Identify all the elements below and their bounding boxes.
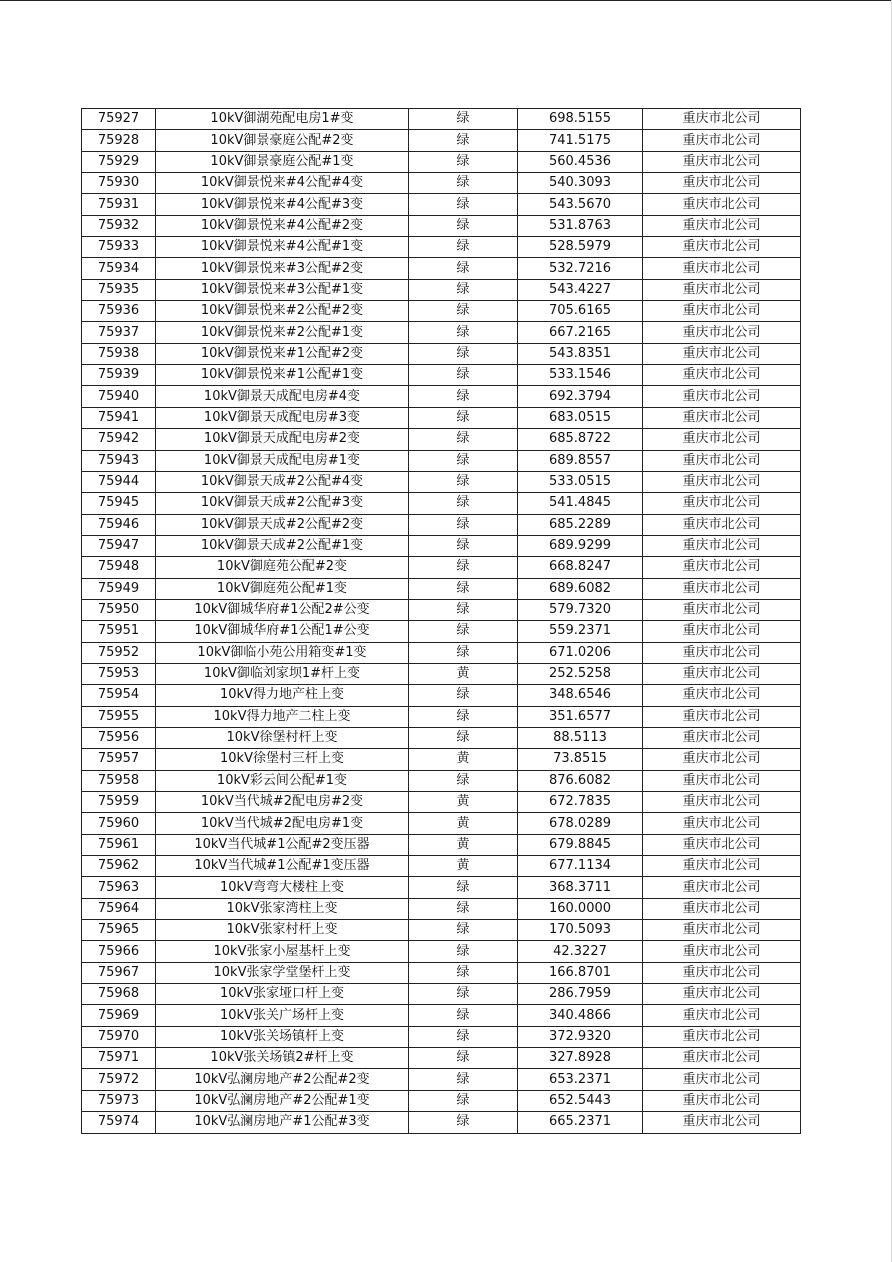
cell-status: 绿	[409, 130, 518, 151]
cell-id: 75973	[82, 1090, 156, 1111]
cell-status: 绿	[409, 920, 518, 941]
cell-status: 绿	[409, 557, 518, 578]
table-row	[82, 471, 801, 492]
table-row	[82, 962, 801, 983]
table-row	[82, 535, 801, 556]
cell-org: 重庆市北公司	[643, 770, 801, 791]
cell-status: 绿	[409, 493, 518, 514]
cell-id: 75971	[82, 1048, 156, 1069]
cell-status: 绿	[409, 984, 518, 1005]
table-row	[82, 920, 801, 941]
cell-name: 10kV御庭苑公配#1变	[156, 578, 409, 599]
transformer-table	[81, 108, 801, 1134]
cell-status: 绿	[409, 1005, 518, 1026]
cell-value: 528.5979	[518, 237, 643, 258]
cell-id: 75958	[82, 770, 156, 791]
cell-id: 75949	[82, 578, 156, 599]
cell-org: 重庆市北公司	[643, 237, 801, 258]
cell-status: 绿	[409, 173, 518, 194]
cell-value: 671.0206	[518, 642, 643, 663]
cell-value: 667.2165	[518, 322, 643, 343]
cell-status: 绿	[409, 685, 518, 706]
table-row	[82, 343, 801, 364]
cell-value: 689.8557	[518, 450, 643, 471]
cell-id: 75947	[82, 535, 156, 556]
cell-status: 绿	[409, 578, 518, 599]
cell-value: 689.6082	[518, 578, 643, 599]
cell-status: 绿	[409, 471, 518, 492]
cell-name: 10kV御景天成#2公配#3变	[156, 493, 409, 514]
cell-org: 重庆市北公司	[643, 813, 801, 834]
cell-org: 重庆市北公司	[643, 514, 801, 535]
cell-value: 540.3093	[518, 173, 643, 194]
table-row	[82, 984, 801, 1005]
cell-status: 绿	[409, 706, 518, 727]
cell-value: 286.7959	[518, 984, 643, 1005]
cell-name: 10kV御湖苑配电房1#变	[156, 109, 409, 130]
cell-org: 重庆市北公司	[643, 1090, 801, 1111]
cell-id: 75934	[82, 258, 156, 279]
cell-status: 绿	[409, 237, 518, 258]
cell-name: 10kV御庭苑公配#2变	[156, 557, 409, 578]
cell-name: 10kV御景天成#2公配#1变	[156, 535, 409, 556]
cell-value: 368.3711	[518, 877, 643, 898]
table-row	[82, 109, 801, 130]
cell-name: 10kV御景悦来#3公配#2变	[156, 258, 409, 279]
cell-org: 重庆市北公司	[643, 877, 801, 898]
cell-name: 10kV弘澜房地产#2公配#1变	[156, 1090, 409, 1111]
table-row	[82, 557, 801, 578]
cell-status: 绿	[409, 343, 518, 364]
cell-id: 75932	[82, 215, 156, 236]
cell-status: 绿	[409, 279, 518, 300]
cell-status: 绿	[409, 1090, 518, 1111]
cell-org: 重庆市北公司	[643, 557, 801, 578]
cell-name: 10kV张家小屋基杆上变	[156, 941, 409, 962]
cell-name: 10kV张家村杆上变	[156, 920, 409, 941]
cell-value: 560.4536	[518, 151, 643, 172]
cell-name: 10kV御景天成配电房#2变	[156, 429, 409, 450]
cell-org: 重庆市北公司	[643, 792, 801, 813]
cell-name: 10kV当代城#2配电房#2变	[156, 792, 409, 813]
cell-org: 重庆市北公司	[643, 151, 801, 172]
cell-name: 10kV弘澜房地产#2公配#2变	[156, 1069, 409, 1090]
cell-org: 重庆市北公司	[643, 727, 801, 748]
cell-id: 75963	[82, 877, 156, 898]
cell-value: 685.2289	[518, 514, 643, 535]
cell-id: 75951	[82, 621, 156, 642]
cell-org: 重庆市北公司	[643, 1005, 801, 1026]
cell-status: 绿	[409, 450, 518, 471]
cell-id: 75956	[82, 727, 156, 748]
cell-name: 10kV弯弯大楼柱上变	[156, 877, 409, 898]
cell-status: 绿	[409, 194, 518, 215]
cell-id: 75944	[82, 471, 156, 492]
table-row	[82, 151, 801, 172]
cell-org: 重庆市北公司	[643, 920, 801, 941]
cell-id: 75929	[82, 151, 156, 172]
cell-org: 重庆市北公司	[643, 493, 801, 514]
cell-status: 绿	[409, 322, 518, 343]
cell-value: 88.5113	[518, 727, 643, 748]
cell-status: 绿	[409, 365, 518, 386]
table-row	[82, 578, 801, 599]
cell-org: 重庆市北公司	[643, 599, 801, 620]
cell-name: 10kV御景悦来#1公配#2变	[156, 343, 409, 364]
table-row	[82, 685, 801, 706]
cell-value: 683.0515	[518, 407, 643, 428]
cell-status: 绿	[409, 621, 518, 642]
cell-org: 重庆市北公司	[643, 898, 801, 919]
cell-id: 75959	[82, 792, 156, 813]
cell-value: 348.6546	[518, 685, 643, 706]
transformer-table-body	[82, 109, 801, 1134]
cell-value: 579.7320	[518, 599, 643, 620]
cell-status: 绿	[409, 898, 518, 919]
table-row	[82, 621, 801, 642]
cell-status: 绿	[409, 770, 518, 791]
cell-value: 351.6577	[518, 706, 643, 727]
cell-org: 重庆市北公司	[643, 941, 801, 962]
cell-status: 绿	[409, 1026, 518, 1047]
cell-status: 绿	[409, 429, 518, 450]
cell-name: 10kV弘澜房地产#1公配#3变	[156, 1112, 409, 1133]
table-row	[82, 322, 801, 343]
table-row	[82, 237, 801, 258]
cell-id: 75943	[82, 450, 156, 471]
cell-id: 75970	[82, 1026, 156, 1047]
cell-name: 10kV御景悦来#2公配#2变	[156, 301, 409, 322]
cell-org: 重庆市北公司	[643, 429, 801, 450]
table-row	[82, 365, 801, 386]
cell-org: 重庆市北公司	[643, 685, 801, 706]
cell-status: 绿	[409, 215, 518, 236]
table-row	[82, 279, 801, 300]
cell-id: 75954	[82, 685, 156, 706]
cell-value: 692.3794	[518, 386, 643, 407]
cell-name: 10kV徐堡村杆上变	[156, 727, 409, 748]
cell-value: 668.8247	[518, 557, 643, 578]
cell-value: 741.5175	[518, 130, 643, 151]
cell-id: 75931	[82, 194, 156, 215]
cell-id: 75961	[82, 834, 156, 855]
cell-name: 10kV御景悦来#1公配#1变	[156, 365, 409, 386]
cell-value: 678.0289	[518, 813, 643, 834]
cell-id: 75967	[82, 962, 156, 983]
cell-name: 10kV彩云间公配#1变	[156, 770, 409, 791]
table-row	[82, 258, 801, 279]
cell-id: 75962	[82, 856, 156, 877]
table-row	[82, 386, 801, 407]
cell-value: 160.0000	[518, 898, 643, 919]
table-row	[82, 706, 801, 727]
cell-id: 75972	[82, 1069, 156, 1090]
table-row	[82, 1112, 801, 1133]
cell-org: 重庆市北公司	[643, 386, 801, 407]
cell-org: 重庆市北公司	[643, 578, 801, 599]
cell-id: 75953	[82, 663, 156, 684]
table-row	[82, 194, 801, 215]
cell-org: 重庆市北公司	[643, 471, 801, 492]
cell-org: 重庆市北公司	[643, 279, 801, 300]
cell-name: 10kV张家学堂堡杆上变	[156, 962, 409, 983]
cell-org: 重庆市北公司	[643, 535, 801, 556]
cell-org: 重庆市北公司	[643, 450, 801, 471]
cell-org: 重庆市北公司	[643, 301, 801, 322]
cell-org: 重庆市北公司	[643, 834, 801, 855]
cell-id: 75952	[82, 642, 156, 663]
cell-value: 533.1546	[518, 365, 643, 386]
cell-id: 75957	[82, 749, 156, 770]
cell-id: 75946	[82, 514, 156, 535]
table-row	[82, 173, 801, 194]
table-row	[82, 834, 801, 855]
cell-name: 10kV御景悦来#4公配#1变	[156, 237, 409, 258]
cell-id: 75939	[82, 365, 156, 386]
cell-id: 75948	[82, 557, 156, 578]
cell-name: 10kV御景豪庭公配#1变	[156, 151, 409, 172]
cell-org: 重庆市北公司	[643, 749, 801, 770]
cell-value: 679.8845	[518, 834, 643, 855]
cell-name: 10kV张家湾柱上变	[156, 898, 409, 919]
cell-org: 重庆市北公司	[643, 1026, 801, 1047]
table-row	[82, 877, 801, 898]
page-top-border	[0, 0, 892, 1]
cell-value: 543.8351	[518, 343, 643, 364]
cell-status: 绿	[409, 877, 518, 898]
cell-org: 重庆市北公司	[643, 962, 801, 983]
cell-name: 10kV御景天成配电房#1变	[156, 450, 409, 471]
cell-id: 75955	[82, 706, 156, 727]
cell-id: 75965	[82, 920, 156, 941]
cell-name: 10kV御景天成配电房#4变	[156, 386, 409, 407]
cell-id: 75935	[82, 279, 156, 300]
cell-value: 531.8763	[518, 215, 643, 236]
cell-value: 652.5443	[518, 1090, 643, 1111]
cell-status: 绿	[409, 151, 518, 172]
cell-org: 重庆市北公司	[643, 258, 801, 279]
cell-id: 75940	[82, 386, 156, 407]
table-row	[82, 770, 801, 791]
cell-status: 绿	[409, 1048, 518, 1069]
table-row	[82, 1090, 801, 1111]
cell-value: 252.5258	[518, 663, 643, 684]
table-row	[82, 493, 801, 514]
table-row	[82, 407, 801, 428]
cell-status: 黄	[409, 749, 518, 770]
cell-value: 677.1134	[518, 856, 643, 877]
cell-id: 75927	[82, 109, 156, 130]
cell-name: 10kV当代城#1公配#2变压器	[156, 834, 409, 855]
cell-org: 重庆市北公司	[643, 642, 801, 663]
cell-name: 10kV徐堡村三杆上变	[156, 749, 409, 770]
table-row	[82, 898, 801, 919]
cell-value: 665.2371	[518, 1112, 643, 1133]
table-row	[82, 130, 801, 151]
cell-status: 绿	[409, 535, 518, 556]
cell-status: 黄	[409, 792, 518, 813]
cell-status: 绿	[409, 962, 518, 983]
table-row	[82, 1026, 801, 1047]
cell-value: 541.4845	[518, 493, 643, 514]
table-row	[82, 301, 801, 322]
cell-status: 绿	[409, 941, 518, 962]
cell-status: 绿	[409, 1069, 518, 1090]
cell-value: 533.0515	[518, 471, 643, 492]
cell-name: 10kV张关场镇杆上变	[156, 1026, 409, 1047]
cell-status: 绿	[409, 301, 518, 322]
table-row	[82, 1048, 801, 1069]
cell-id: 75968	[82, 984, 156, 1005]
cell-status: 绿	[409, 599, 518, 620]
cell-status: 绿	[409, 642, 518, 663]
cell-org: 重庆市北公司	[643, 365, 801, 386]
cell-status: 绿	[409, 407, 518, 428]
cell-id: 75930	[82, 173, 156, 194]
cell-id: 75945	[82, 493, 156, 514]
cell-id: 75969	[82, 1005, 156, 1026]
cell-org: 重庆市北公司	[643, 1048, 801, 1069]
cell-name: 10kV张家垭口杆上变	[156, 984, 409, 1005]
cell-value: 372.9320	[518, 1026, 643, 1047]
cell-status: 绿	[409, 1112, 518, 1133]
cell-value: 170.5093	[518, 920, 643, 941]
cell-id: 75942	[82, 429, 156, 450]
cell-value: 73.8515	[518, 749, 643, 770]
cell-id: 75941	[82, 407, 156, 428]
cell-value: 685.8722	[518, 429, 643, 450]
cell-name: 10kV御景天成#2公配#2变	[156, 514, 409, 535]
cell-name: 10kV御景悦来#3公配#1变	[156, 279, 409, 300]
table-row	[82, 1069, 801, 1090]
cell-id: 75938	[82, 343, 156, 364]
cell-id: 75974	[82, 1112, 156, 1133]
cell-name: 10kV御景悦来#4公配#2变	[156, 215, 409, 236]
cell-value: 653.2371	[518, 1069, 643, 1090]
cell-name: 10kV得力地产柱上变	[156, 685, 409, 706]
cell-name: 10kV御临小苑公用箱变#1变	[156, 642, 409, 663]
cell-name: 10kV当代城#2配电房#1变	[156, 813, 409, 834]
table-row	[82, 514, 801, 535]
cell-name: 10kV御城华府#1公配1#公变	[156, 621, 409, 642]
cell-value: 672.7835	[518, 792, 643, 813]
cell-org: 重庆市北公司	[643, 856, 801, 877]
table-row	[82, 856, 801, 877]
cell-status: 绿	[409, 514, 518, 535]
cell-status: 绿	[409, 258, 518, 279]
table-row	[82, 749, 801, 770]
cell-value: 876.6082	[518, 770, 643, 791]
cell-status: 绿	[409, 727, 518, 748]
cell-id: 75933	[82, 237, 156, 258]
cell-name: 10kV御景悦来#2公配#1变	[156, 322, 409, 343]
cell-value: 559.2371	[518, 621, 643, 642]
cell-name: 10kV御景天成配电房#3变	[156, 407, 409, 428]
cell-value: 689.9299	[518, 535, 643, 556]
cell-value: 698.5155	[518, 109, 643, 130]
cell-org: 重庆市北公司	[643, 663, 801, 684]
cell-name: 10kV御景悦来#4公配#4变	[156, 173, 409, 194]
cell-value: 543.4227	[518, 279, 643, 300]
cell-id: 75960	[82, 813, 156, 834]
cell-name: 10kV张关广场杆上变	[156, 1005, 409, 1026]
cell-id: 75936	[82, 301, 156, 322]
table-row	[82, 941, 801, 962]
cell-name: 10kV御景天成#2公配#4变	[156, 471, 409, 492]
cell-name: 10kV御景豪庭公配#2变	[156, 130, 409, 151]
cell-name: 10kV得力地产二柱上变	[156, 706, 409, 727]
cell-name: 10kV御城华府#1公配2#公变	[156, 599, 409, 620]
table-row	[82, 663, 801, 684]
cell-id: 75937	[82, 322, 156, 343]
cell-org: 重庆市北公司	[643, 984, 801, 1005]
cell-org: 重庆市北公司	[643, 1069, 801, 1090]
table-row	[82, 599, 801, 620]
cell-status: 黄	[409, 663, 518, 684]
cell-status: 绿	[409, 386, 518, 407]
cell-org: 重庆市北公司	[643, 215, 801, 236]
cell-org: 重庆市北公司	[643, 109, 801, 130]
cell-org: 重庆市北公司	[643, 706, 801, 727]
cell-name: 10kV御景悦来#4公配#3变	[156, 194, 409, 215]
cell-org: 重庆市北公司	[643, 621, 801, 642]
cell-name: 10kV当代城#1公配#1变压器	[156, 856, 409, 877]
table-row	[82, 429, 801, 450]
cell-status: 黄	[409, 834, 518, 855]
cell-org: 重庆市北公司	[643, 322, 801, 343]
cell-value: 340.4866	[518, 1005, 643, 1026]
table-row	[82, 813, 801, 834]
cell-id: 75966	[82, 941, 156, 962]
cell-org: 重庆市北公司	[643, 407, 801, 428]
cell-id: 75928	[82, 130, 156, 151]
cell-value: 532.7216	[518, 258, 643, 279]
cell-org: 重庆市北公司	[643, 173, 801, 194]
cell-status: 黄	[409, 813, 518, 834]
cell-status: 绿	[409, 109, 518, 130]
cell-org: 重庆市北公司	[643, 343, 801, 364]
cell-org: 重庆市北公司	[643, 1112, 801, 1133]
cell-org: 重庆市北公司	[643, 130, 801, 151]
cell-name: 10kV御临刘家坝1#杆上变	[156, 663, 409, 684]
table-row	[82, 450, 801, 471]
cell-status: 黄	[409, 856, 518, 877]
cell-value: 327.8928	[518, 1048, 643, 1069]
table-row	[82, 215, 801, 236]
cell-org: 重庆市北公司	[643, 194, 801, 215]
table-row	[82, 1005, 801, 1026]
cell-value: 705.6165	[518, 301, 643, 322]
cell-id: 75964	[82, 898, 156, 919]
cell-value: 42.3227	[518, 941, 643, 962]
cell-id: 75950	[82, 599, 156, 620]
cell-value: 543.5670	[518, 194, 643, 215]
table-row	[82, 642, 801, 663]
table-row	[82, 727, 801, 748]
cell-name: 10kV张关场镇2#杆上变	[156, 1048, 409, 1069]
cell-value: 166.8701	[518, 962, 643, 983]
table-row	[82, 792, 801, 813]
